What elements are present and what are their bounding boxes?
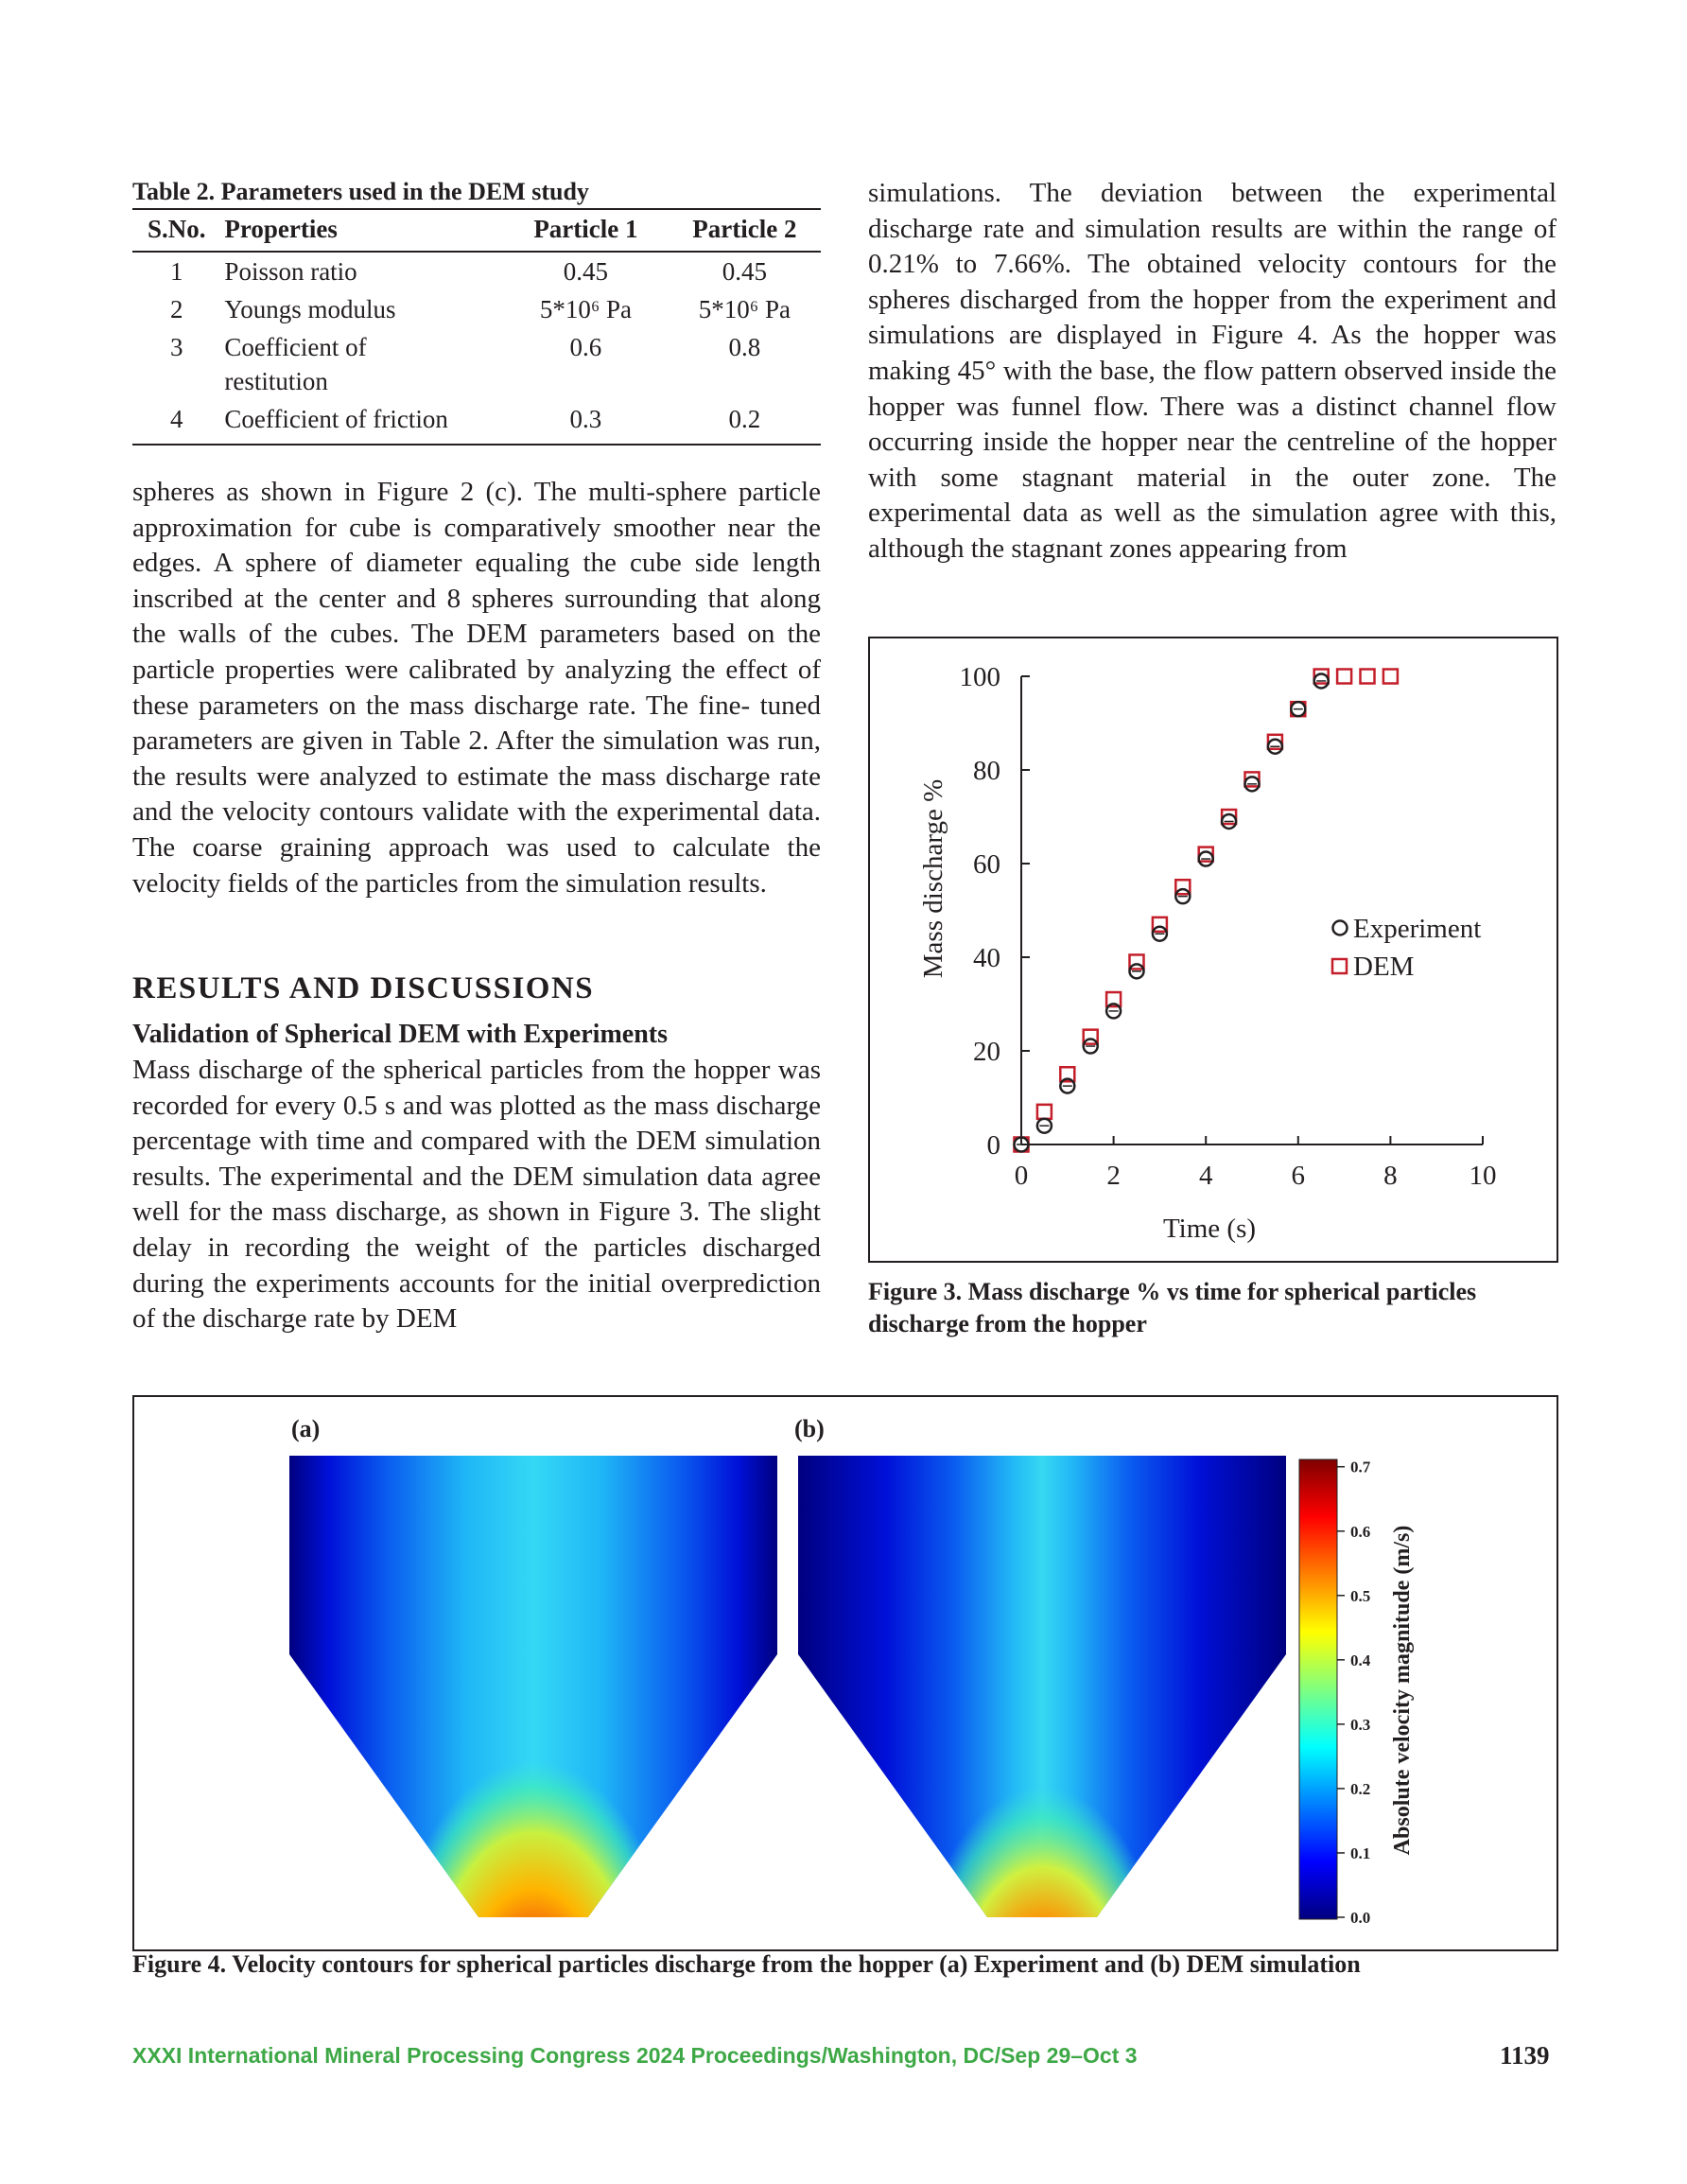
cell-sno: 1 [169,257,183,286]
y-tick-label: 80 [973,756,1000,786]
y-tick-label: 60 [973,849,1000,880]
y-tick-label: 40 [973,943,1000,973]
colorbar-label: Absolute velocity magnitude (m/s) [1390,1525,1415,1856]
x-tick-label: 2 [1106,1161,1121,1191]
cell-sno: 4 [132,400,220,445]
figure-3-frame [868,637,1558,1263]
colorbar-tick-label: 0.4 [1350,1651,1371,1669]
colorbar-tick-label: 0.0 [1350,1909,1371,1927]
cell-property: Poisson ratio [224,257,357,286]
chart-legend [1332,914,1481,982]
colorbar-tick-label: 0.1 [1350,1843,1371,1862]
colorbar-tick-label: 0.5 [1350,1586,1371,1605]
body-paragraph-right: simulations. The deviation between the experimental discharge rate and simulation results are within the range of 0.21% to 7.66%. The obtained velocity contours for the spheres discharged from the hopper from the experiment and simulations are displayed in Figure 4. As the hopper was making 45° with the base, the flow pattern observed inside the hopper was funnel flow. There was a distinct channel flow occurring inside the hopper near the centreline of the hopper with some stagnant material in the outer zone. The experimental data as well as the simulation agree with this, although the stagnant zones appearing from [868,178,1557,564]
col-header-particle1: Particle 1 [503,209,669,252]
cell-sno: 3 [169,333,183,361]
table-caption: Table 2. Parameters used in the DEM study [132,178,589,205]
velocity-contour-dem [798,1456,1286,1949]
panel-label-b: (b) [794,1415,825,1442]
footer-proceedings: XXXI International Mineral Processing Congress 2024 Proceedings/Washington, DC/Sep 29–Oct 3 [132,2043,1138,2068]
colorbar [1299,1459,1415,1927]
dem-point [1383,670,1398,684]
figure-4-caption: Figure 4. Velocity contours for spherical particles discharge from the hopper (a) Experiment and (b) DEM simulation [132,1950,1361,1978]
x-tick-label: 10 [1469,1161,1497,1191]
col-header-properties: Properties [220,209,503,252]
colorbar-tick-label: 0.7 [1350,1458,1371,1476]
col-header-sno: S.No. [132,209,220,252]
legend-marker-experiment [1333,921,1348,935]
cell-particle2: 0.2 [669,400,821,445]
cell-property: Coefficient of friction [220,400,503,445]
colorbar-tick-label: 0.2 [1350,1779,1371,1798]
legend-marker-dem [1332,959,1347,973]
cell-sno: 2 [169,295,183,323]
table-row [132,400,821,445]
table-row [132,328,821,400]
x-tick-label: 0 [1014,1161,1029,1191]
dem-point [1337,670,1351,684]
body-paragraph-2: Mass discharge of the spherical particles from the hopper was recorded for every 0.5 s and was plotted as the mass discharge percentage with time and compared with the DEM simulation results. The experimental and the DEM simulation data agree well for the mass discharge, as shown in Figure 3. The slight delay in recording the weight of the particles discharged during the experiments accounts for the initial overprediction of the discharge rate by DEM [132,1055,821,1335]
cell-particle1: 0.6 [569,333,602,361]
cell-particle2: 0.45 [722,257,768,286]
figure-4-frame [132,1395,1558,1951]
y-tick-label: 20 [973,1037,1000,1067]
legend-label-experiment: Experiment [1353,914,1482,944]
table-row [132,252,821,290]
panel-label-a: (a) [291,1415,321,1442]
cell-particle2: 5*10⁶ Pa [698,295,791,323]
subsection-heading: Validation of Spherical DEM with Experiments [132,1020,668,1049]
colorbar-tick-label: 0.3 [1350,1715,1371,1734]
cell-particle1: 0.45 [563,257,609,286]
x-tick-label: 6 [1291,1161,1306,1191]
cell-property: Youngs modulus [224,295,396,323]
col-header-particle2: Particle 2 [669,209,821,252]
page-number: 1139 [1500,2041,1550,2070]
y-tick-label: 100 [959,662,1000,692]
x-tick-label: 8 [1383,1161,1398,1191]
y-axis-label: Mass discharge % [918,778,948,979]
x-tick-label: 4 [1198,1161,1213,1191]
table-row [132,290,821,328]
figure-3-caption: Figure 3. Mass discharge % vs time for spherical particles discharge from the hopper [868,1278,1477,1337]
parameters-table [132,208,821,446]
colorbar-tick-label: 0.6 [1350,1522,1371,1541]
x-axis-label: Time (s) [1162,1214,1257,1244]
legend-label-dem: DEM [1353,952,1415,982]
y-tick-label: 0 [986,1130,1000,1161]
velocity-contours-figure [134,1397,1557,1949]
velocity-contour-experiment [289,1456,777,1949]
cell-particle1: 0.3 [503,400,669,445]
dem-point [1361,670,1375,684]
table-header-row [132,209,821,252]
cell-property: Coefficient of restitution [224,333,367,395]
dem-point [1037,1105,1052,1119]
cell-particle2: 0.8 [728,333,761,361]
mass-discharge-chart [870,638,1557,1261]
section-heading: RESULTS AND DISCUSSIONS [132,971,595,1005]
cell-particle1: 5*10⁶ Pa [539,295,632,323]
body-paragraph-1: spheres as shown in Figure 2 (c). The multi-sphere particle approximation for cube is comparatively smoother near the edges. A sphere of diameter equaling the cube side length inscribed at the center and 8 spheres surrounding that along the walls of the cubes. The DEM parameters based on the particle properties were calibrated by analyzing the effect of these parameters on the mass discharge rate. The fine- tuned parameters are given in Table 2. After the simulation was run, the results were analyzed to estimate the mass discharge rate and the velocity contours validate with the experimental data. The coarse graining approach was used to calculate the velocity fields of the particles from the simulation results. [132,477,821,899]
